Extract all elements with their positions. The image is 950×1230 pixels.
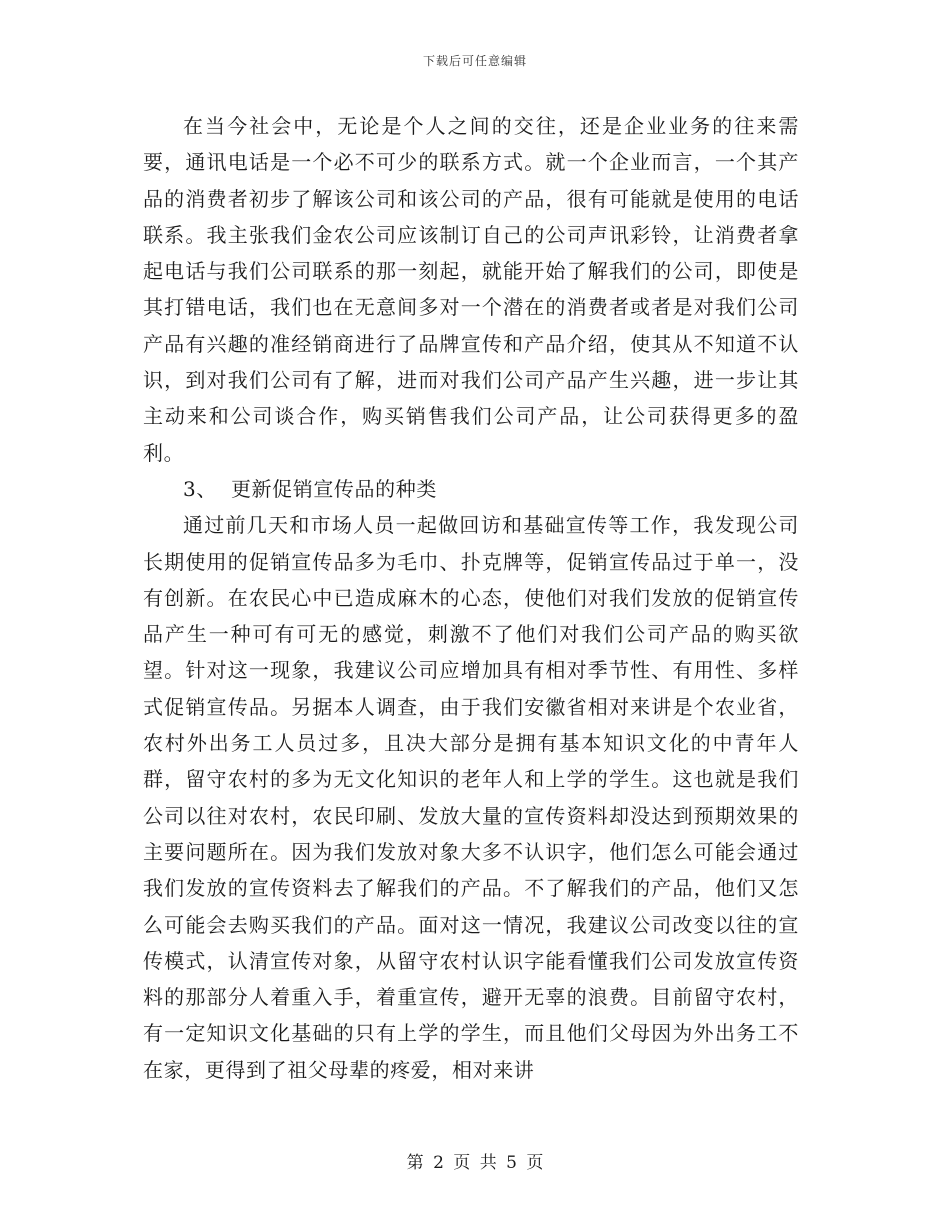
paragraph-ringtone: 在当今社会中，无论是个人之间的交往，还是企业业务的往来需要，通讯电话是一个必不可少的联系方式。就一个企业而言，一个其产品的消费者初步了解该公司和该公司的产品，很有可能就是使用的电话联系。我主张我们金农公司应该制订自己的公司声讯彩铃，让消费者拿起电话与我们公司联系的那一刻起，就能开始了解我们的公司，即使是其打错电话，我们也在无意间多对一个潜在的消费者或者是对我们公司产品有兴趣的准经销商进行了品牌宣传和产品介绍，使其从不知道不认识，到对我们公司有了解，进而对我们公司产品产生兴趣，进一步让其主动来和公司谈合作，购买销售我们公司产品，让公司获得更多的盈利。 <box>143 114 799 465</box>
paragraph-promotional-items: 通过前几天和市场人员一起做回访和基础宣传等工作，我发现公司长期使用的促销宣传品多为毛巾、扑克牌等，促销宣传品过于单一，没有创新。在农民心中已造成麻木的心态，使他们对我们发放的促销宣传品产生一种可有可无的感觉，刺激不了他们对我们公司产品的购买欲望。针对这一现象，我建议公司应增加具有相对季节性、有用性、多样式促销宣传品。另据本人调查，由于我们安徽省相对来讲是个农业省，农村外出务工人员过多，且决大部分是拥有基本知识文化的中青年人群，留守农村的多为无文化知识的老年人和上学的学生。这也就是我们公司以往对农村，农民印刷、发放大量的宣传资料却没达到预期效果的主要问题所在。因为我们发放对象大多不认识字，他们怎么可能会通过我们发放的宣传资料去了解我们的产品。不了解我们的产品，他们又怎么可能会去购买我们的产品。面对这一情况，我建议公司改变以往的宣传模式，认清宣传对象，从留守农村认识字能看懂我们公司发放宣传资料的那部分人着重入手，着重宣传，避开无辜的浪费。目前留守农村，有一定知识文化基础的只有上学的学生，而且他们父母因为外出务工不在家，更得到了祖父母辈的疼爱，相对来讲 <box>143 513 799 1082</box>
section-number: 3、 <box>183 476 217 501</box>
document-body <box>143 108 799 1088</box>
section-heading-3 <box>143 471 799 507</box>
page-number: 第 2 页 共 5 页 <box>406 1153 544 1173</box>
page-header-note: 下载后可任意编辑 <box>422 54 527 68</box>
section-title: 更新促销宣传品的种类 <box>230 476 437 501</box>
